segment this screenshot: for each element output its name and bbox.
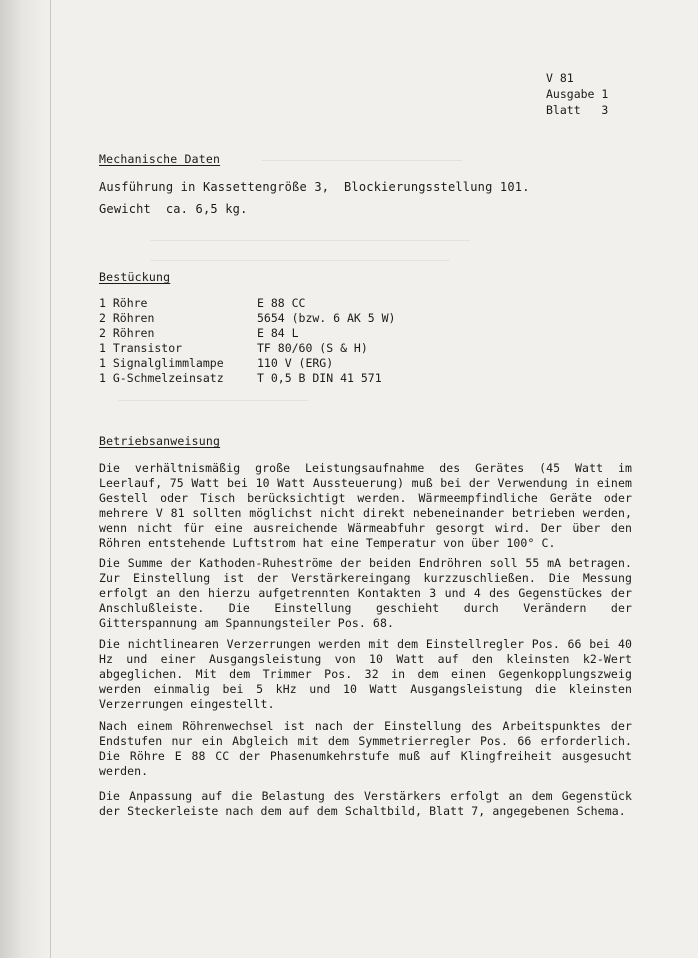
- equipment-heading: Bestückung: [99, 270, 171, 284]
- equipment-row: [99, 311, 395, 326]
- mechanical-line-2: Gewicht ca. 6,5 kg.: [99, 202, 248, 216]
- show-through-block: [118, 392, 308, 401]
- equipment-qty: 1 G-Schmelzeinsatz: [99, 371, 224, 385]
- sheet-number: Blatt 3: [546, 103, 609, 117]
- equipment-qty: 1 Signalglimmlampe: [99, 356, 224, 370]
- equipment-qty: 2 Röhren: [99, 311, 155, 325]
- operation-paragraph: Nach einem Röhrenwechsel ist nach der Einstellung des Arbeitspunktes der Endstufen nur ein Abgleich mit dem Symmetrierregler Pos. 66 erforderlich. Die Röhre E 88 CC der Phasenumkehrstufe muß auf Klingfreiheit ausgesucht werden.: [99, 719, 632, 778]
- equipment-row: [99, 356, 395, 371]
- equipment-value: E 84 L: [257, 326, 299, 340]
- doc-id: V 81: [546, 71, 574, 85]
- equipment-value: TF 80/60 (S & H): [257, 341, 368, 355]
- equipment-value: 5654 (bzw. 6 AK 5 W): [257, 311, 396, 325]
- equipment-row: [99, 371, 395, 386]
- operation-paragraph: Die nichtlinearen Verzerrungen werden mit dem Einstellregler Pos. 66 bei 40 Hz und einer Ausgangsleistung von 10 Watt auf den kleinsten k2-Wert abgeglichen. Mit dem Trimmer Pos. 32 in dem einen Gegenkopplungszweig werden einmalig bei 5 kHz und 10 Watt Ausgangsleistung die kleinsten Verzerrungen eingestellt.: [99, 637, 632, 711]
- mechanical-line-1: Ausführung in Kassettengröße 3, Blockierungsstellung 101.: [99, 180, 530, 194]
- equipment-value: E 88 CC: [257, 296, 306, 310]
- equipment-qty: 2 Röhren: [99, 326, 155, 340]
- edition: Ausgabe 1: [546, 87, 609, 101]
- equipment-list: [99, 296, 395, 386]
- show-through-block: [262, 150, 462, 161]
- mechanical-heading: Mechanische Daten: [99, 152, 221, 166]
- binding-edge: [50, 0, 51, 958]
- equipment-value: 110 V (ERG): [257, 356, 334, 370]
- equipment-row: [99, 296, 395, 311]
- equipment-qty: 1 Röhre: [99, 296, 148, 310]
- document-header: [546, 70, 608, 118]
- operation-paragraph: Die Anpassung auf die Belastung des Verstärkers erfolgt an dem Gegenstück der Steckerleiste nach dem auf dem Schaltbild, Blatt 7, angegebenen Schema.: [99, 789, 632, 818]
- binding-shadow: [0, 0, 62, 958]
- equipment-value: T 0,5 B DIN 41 571: [257, 371, 382, 385]
- equipment-qty: 1 Transistor: [99, 341, 183, 355]
- show-through-block: [150, 232, 470, 241]
- equipment-row: [99, 326, 395, 341]
- operation-paragraph: Die Summe der Kathoden-Ruheströme der beiden Endröhren soll 55 mA betragen. Zur Einstellung ist der Verstärkereingang kurzzuschließen. Die Messung erfolgt an den hierzu aufgetrennten Kontakten 3 und 4 des Gegenstückes der Anschlußleiste. Die Einstellung geschieht durch Verändern der Gitterspannung am Spannungsteiler Pos. 68.: [99, 556, 632, 630]
- equipment-row: [99, 341, 395, 356]
- show-through-block: [150, 252, 450, 261]
- operation-heading: Betriebsanweisung: [99, 434, 221, 448]
- operation-paragraph: Die verhältnismäßig große Leistungsaufnahme des Gerätes (45 Watt im Leerlauf, 75 Watt bei 10 Watt Aussteuerung) muß bei der Verwendung in einem Gestell oder Tisch berücksichtigt werden. Wärmeempfindliche Geräte oder mehrere V 81 sollten möglichst nicht direkt nebeneinander betrieben werden, wenn nicht für eine ausreichende Wärmeabfuhr gesorgt wird. Der über den Röhren entstehende Luftstrom hat eine Temperatur von über 100° C.: [99, 461, 632, 550]
